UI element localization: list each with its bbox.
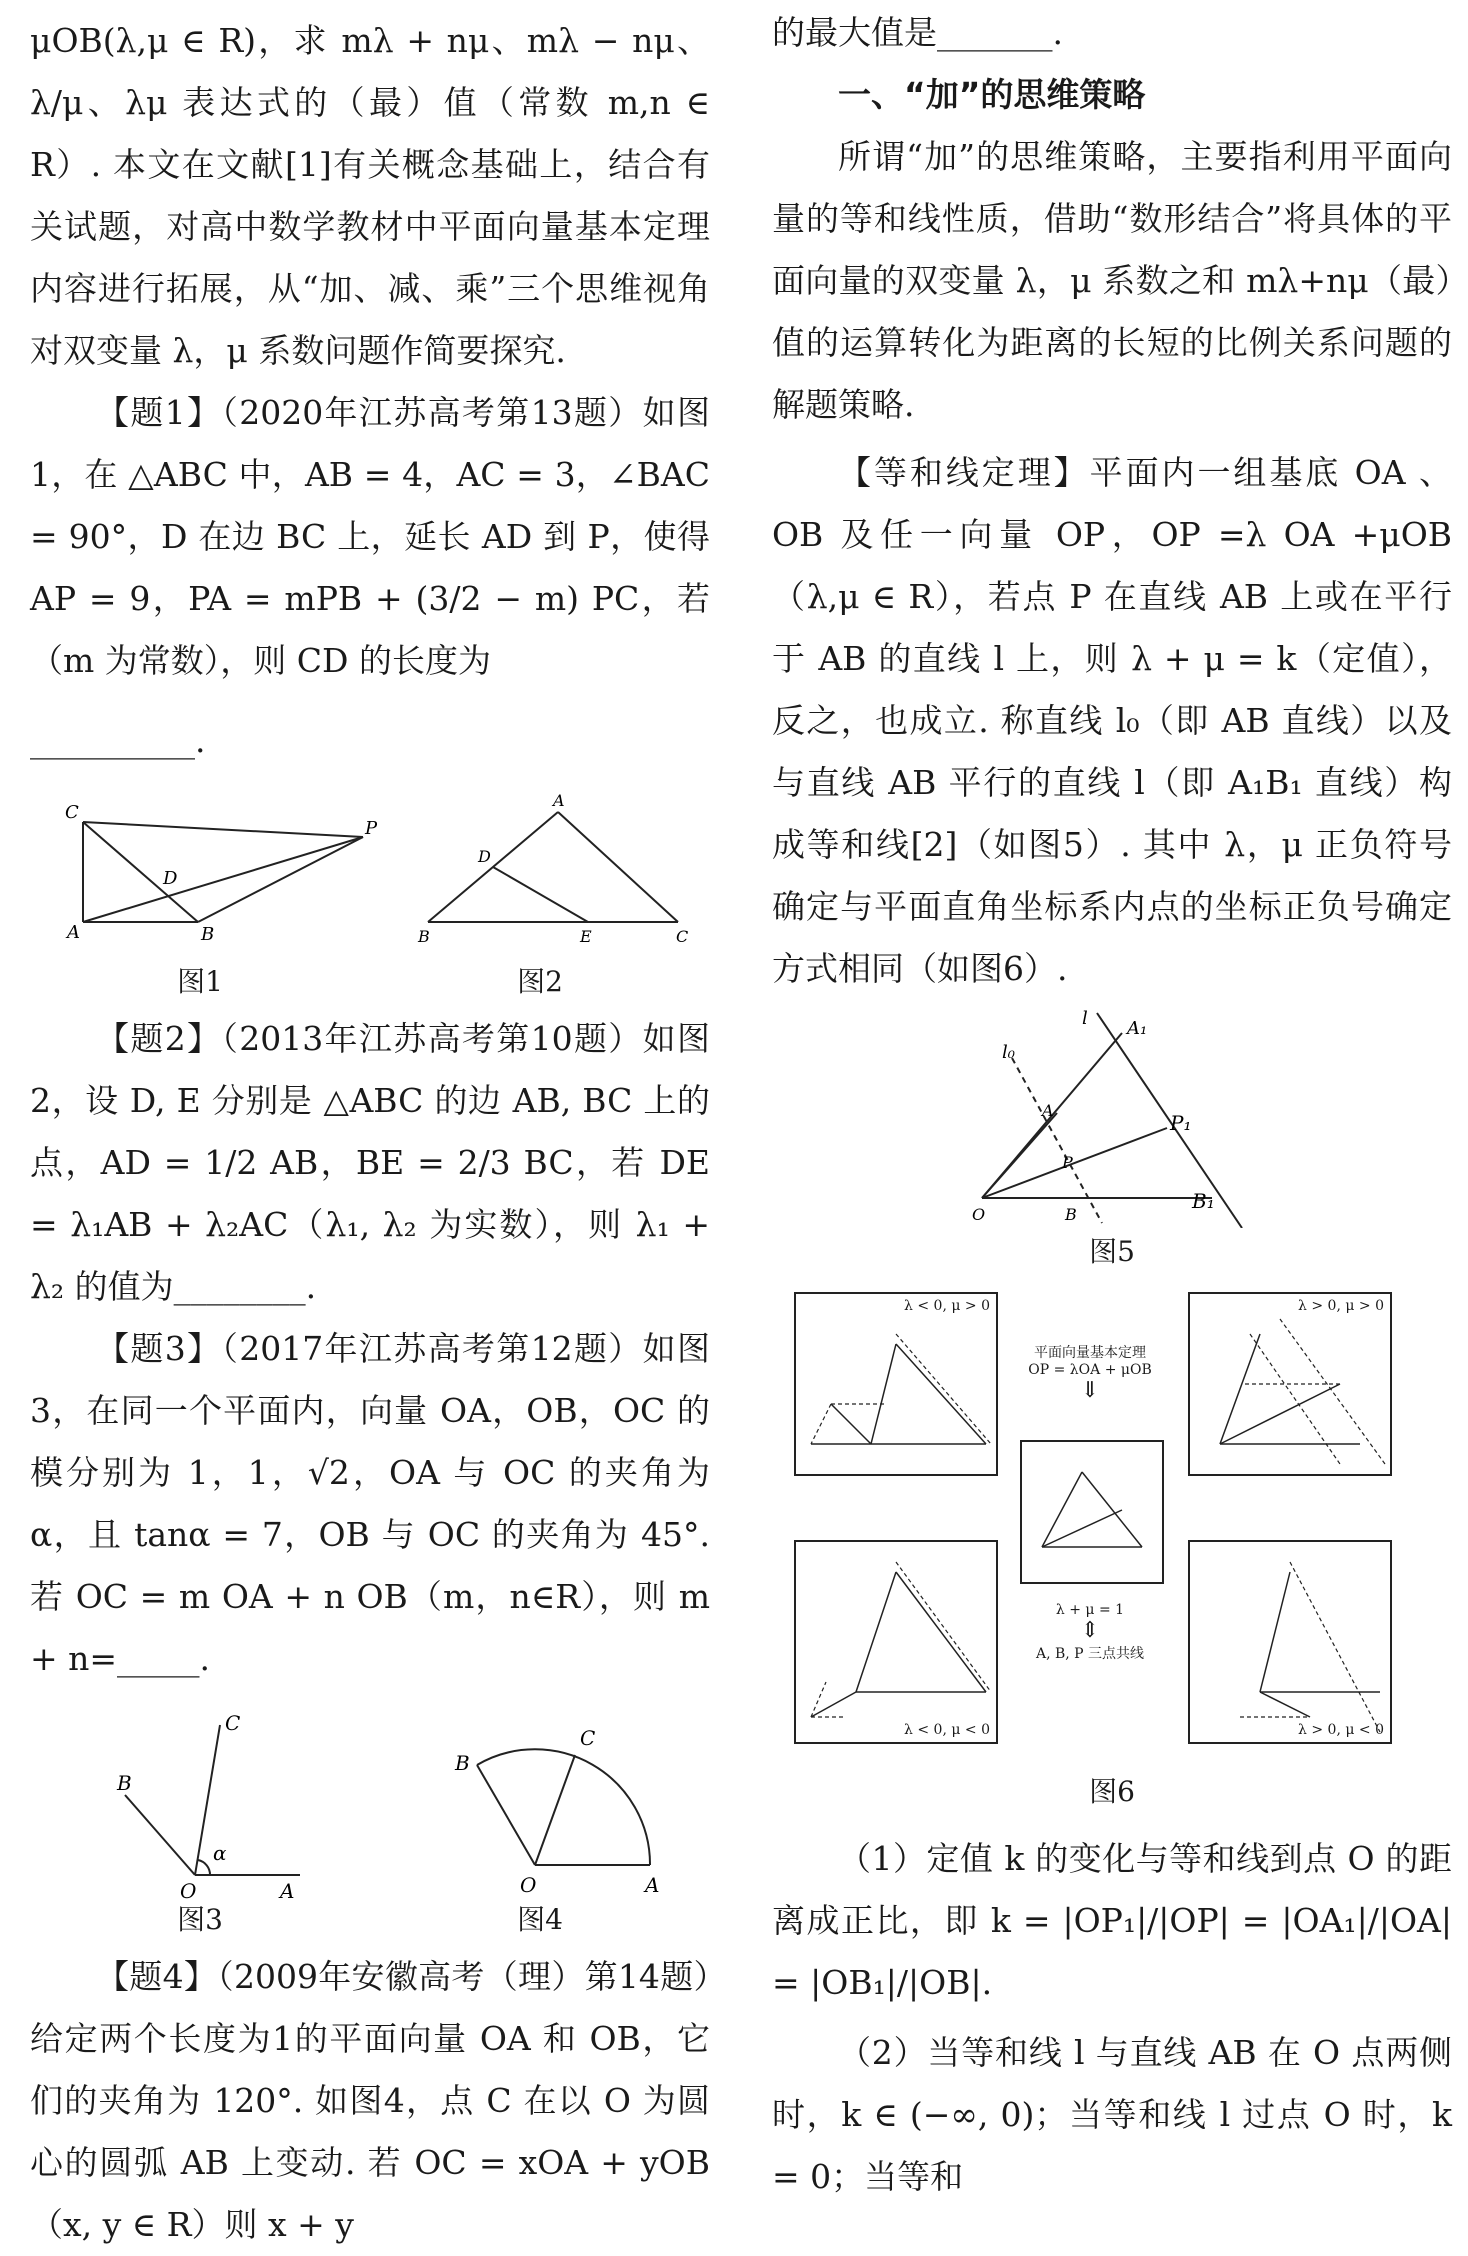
figure-5 [772, 1008, 1452, 1272]
figure-6 [772, 1292, 1452, 1772]
svg-text:B₁: B₁ [1192, 1189, 1215, 1213]
figure-5-diagram [962, 1008, 1262, 1228]
question-4: 【题4】（2009年安徽高考（理）第14题）给定两个长度为1的平面向量 OA 和 OB，它们的夹角为 120°. 如图4，点 C 在以 O 为圆心的圆弧 AB 上变动. 若 OC = xOA + yOB（x, y ∈ R）则 x + y [30, 1957, 710, 2244]
svg-text:O: O [180, 1879, 197, 1900]
svg-text:B: B [117, 1771, 132, 1795]
svg-text:A: A [645, 1873, 660, 1897]
double-arrow-icon: ⇕ [1080, 1618, 1100, 1643]
quadrant-1-label: λ > 0, μ > 0 [1298, 1298, 1384, 1314]
svg-text:P: P [364, 818, 377, 839]
arrow-down-icon: ⇓ [1080, 1378, 1100, 1403]
question-3: 【题3】（2017年江苏高考第12题）如图3，在同一个平面内，向量 OA，OB，OC 的模分别为 1，1，√2，OA 与 OC 的夹角为 α，且 tanα = 7，OB 与 OC 的夹角为 45°. 若 OC = m OA + n OB（m，n∈R），则 m + n=_____. [30, 1329, 710, 1678]
figure-6-caption: 图6 [1089, 1775, 1135, 1808]
continuation-text: 的最大值是_______. [772, 13, 1063, 52]
panel-center [1020, 1440, 1164, 1584]
svg-text:A: A [1042, 1101, 1054, 1120]
svg-text:α: α [213, 1841, 227, 1865]
svg-text:C: C [675, 927, 688, 946]
figure-1-2-captions [30, 962, 710, 1002]
svg-text:P₁: P₁ [1170, 1111, 1192, 1135]
svg-text:B: B [1065, 1205, 1077, 1224]
question-1-blank: __________. [30, 721, 206, 760]
figure-3-diagram [65, 1700, 325, 1900]
figures-1-2 [30, 782, 710, 962]
svg-text:P: P [1062, 1153, 1073, 1172]
figure-2-caption: 图2 [517, 965, 563, 998]
theorem-paragraph: 【等和线定理】平面内一组基底 OA 、OB 及任一向量 OP，OP =λ OA +μOB（λ,μ ∈ R），若点 P 在直线 AB 上或在平行于 AB 的直线 l 上，则 λ + μ = k（定值），反之，也成立. 称直线 l₀（即 AB 直线）以及与直线 AB 平行的直线 l（即 A₁B₁ 直线）构成等和线[2]（如图5）. 其中 λ，μ 正负符号确定与平面直角坐标系内点的坐标正负号确定方式相同（如图6）. [772, 453, 1452, 988]
figure-2-diagram [408, 792, 698, 962]
figure-1-diagram [43, 792, 383, 962]
panel-lambda-pos-mu-neg [1188, 1540, 1392, 1744]
quadrant-2-label: λ < 0, μ > 0 [904, 1298, 990, 1314]
svg-text:A: A [552, 792, 565, 810]
svg-text:C: C [64, 802, 79, 823]
svg-text:A: A [66, 922, 80, 943]
figure-4-diagram [395, 1700, 675, 1900]
svg-text:l₀: l₀ [1002, 1042, 1015, 1063]
svg-text:A: A [280, 1879, 295, 1900]
section-heading: 一、“加”的思维策略 [838, 75, 1146, 114]
collinear-text: A, B, P 三点共线 [1035, 1646, 1145, 1662]
property-2: （2）当等和线 l 与直线 AB 在 O 点两侧时，k ∈ (−∞, 0)；当等和线 l 过点 O 时，k = 0；当等和 [772, 2033, 1452, 2196]
figures-3-4 [30, 1700, 710, 1900]
svg-text:C: C [225, 1711, 241, 1735]
theorem-equation: OP = λOA + μOB [1028, 1362, 1152, 1378]
svg-text:C: C [580, 1726, 596, 1750]
svg-text:E: E [579, 927, 592, 946]
question-2: 【题2】（2013年江苏高考第10题）如图2，设 D, E 分别是 △ABC 的边 AB, BC 上的点，AD = 1/2 AB，BE = 2/3 BC，若 DE = λ₁AB + λ₂AC（λ₁, λ₂ 为实数），则 λ₁ + λ₂ 的值为________. [30, 1019, 710, 1306]
svg-text:D: D [477, 847, 491, 866]
left-column [30, 0, 710, 2256]
intro-paragraph: μOB(λ,μ ∈ R)，求 mλ + nμ、mλ − nμ、λ/μ、λμ 表达式的（最）值（常数 m,n ∈ R）. 本文在文献[1]有关概念基础上，结合有关试题，对高中数学教材中平面向量基本定理内容进行拓展，从“加、减、乘”三个思维视角对双变量 λ，μ 系数问题作简要探究. [30, 21, 710, 370]
theorem-title: 平面向量基本定理 [1034, 1345, 1146, 1361]
question-1: 【题1】（2020年江苏高考第13题）如图1，在 △ABC 中，AB = 4，AC = 3，∠BAC = 90°，D 在边 BC 上，延长 AD 到 P，使得 AP = 9，PA = mPB + (3/2 − m) PC，若（m 为常数），则 CD 的长度为 [30, 393, 710, 680]
center-bottom [1010, 1602, 1170, 1663]
svg-text:B: B [455, 1751, 470, 1775]
figure-5-caption: 图5 [1089, 1235, 1135, 1268]
figure-1-caption: 图1 [177, 965, 223, 998]
figure-3-caption: 图3 [177, 1903, 223, 1936]
svg-text:O: O [972, 1205, 986, 1224]
sum-equation: λ + μ = 1 [1055, 1602, 1125, 1618]
svg-text:B: B [417, 927, 430, 946]
panel-lambda-pos-mu-pos [1188, 1292, 1392, 1476]
strategy-paragraph: 所谓“加”的思维策略，主要指利用平面向量的等和线性质，借助“数形结合”将具体的平面向量的双变量 λ，μ 系数之和 mλ+nμ（最）值的运算转化为距离的长短的比例关系问题的解题策略. [772, 137, 1452, 424]
property-1: （1）定值 k 的变化与等和线到点 O 的距离成正比，即 k = |OP₁|/|OP| = |OA₁|/|OA| = |OB₁|/|OB|. [772, 1839, 1452, 2002]
svg-text:A₁: A₁ [1127, 1018, 1148, 1039]
right-column [772, 0, 1452, 2208]
panel-lambda-neg-mu-pos [794, 1292, 998, 1476]
panel-lambda-neg-mu-neg [794, 1540, 998, 1744]
center-title [1010, 1342, 1170, 1403]
quadrant-4-label: λ > 0, μ < 0 [1298, 1722, 1384, 1738]
svg-text:l: l [1082, 1008, 1088, 1029]
figure-3-4-captions [30, 1900, 710, 1940]
svg-text:D: D [162, 868, 177, 889]
quadrant-3-label: λ < 0, μ < 0 [904, 1722, 990, 1738]
figure-4-caption: 图4 [517, 1903, 563, 1936]
svg-text:B: B [200, 924, 214, 945]
svg-text:O: O [520, 1873, 537, 1897]
